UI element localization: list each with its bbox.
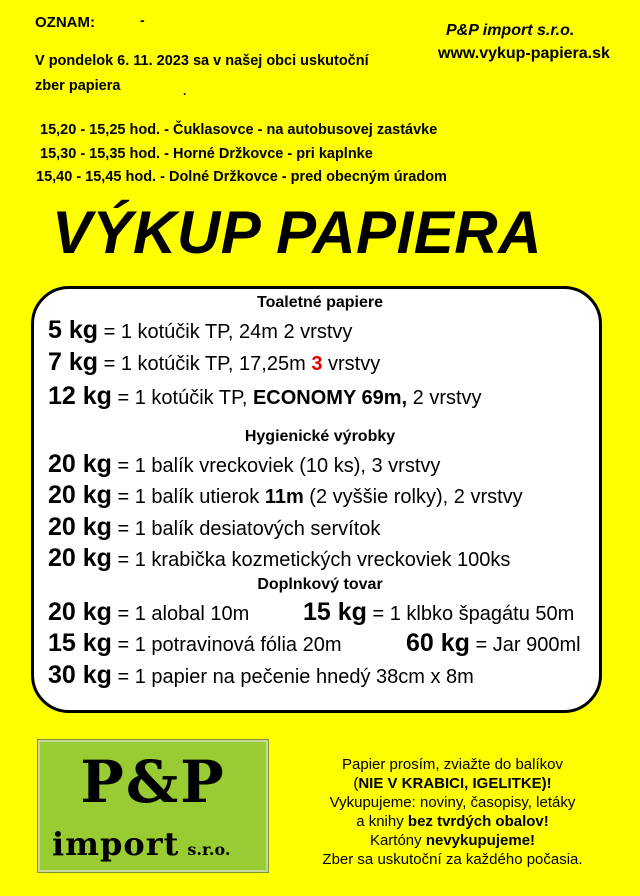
notice-line-1: V pondelok 6. 11. 2023 sa v našej obci uskutoční xyxy=(35,53,369,69)
note-line xyxy=(280,813,625,830)
reward: = 1 balík desiatových servítok xyxy=(111,518,381,540)
price-row xyxy=(303,598,574,627)
dash-mark: - xyxy=(140,12,145,28)
reward: = 1 kotúčik TP, xyxy=(111,387,253,409)
reward: = 1 balík utierok xyxy=(111,486,265,508)
weight: 12 kg xyxy=(48,382,112,410)
reward: = 1 alobal 10m xyxy=(111,603,250,625)
price-row xyxy=(48,629,342,658)
reward: = 1 kotúčik TP, 24m 2 vrstvy xyxy=(98,321,353,343)
note-text: )! xyxy=(541,775,552,792)
note-text: Kartóny xyxy=(369,832,426,849)
reward: = 1 klbko špagátu 50m xyxy=(366,603,575,625)
highlight-value: 3 xyxy=(311,353,323,375)
price-row xyxy=(48,481,523,510)
price-row xyxy=(48,348,380,377)
note-text: ! xyxy=(543,813,549,830)
weight: 20 kg xyxy=(48,513,112,541)
company-logo xyxy=(38,740,268,872)
note-line: Vykupujeme: noviny, časopisy, letáky xyxy=(329,794,576,811)
section-title-toilet: Toaletné papiere xyxy=(257,294,383,311)
note-line: Zber sa uskutoční za každého počasia. xyxy=(322,851,583,868)
reward: = 1 kotúčik TP, 17,25m xyxy=(98,353,312,375)
section-title-extra: Doplnkový tovar xyxy=(257,576,383,593)
weight: 20 kg xyxy=(48,598,112,626)
reward: (2 vyššie rolky), 2 vrstvy xyxy=(303,486,523,508)
reward: = 1 balík vreckoviek (10 ks), 3 vrstvy xyxy=(111,455,441,477)
weight: 7 kg xyxy=(48,348,99,376)
note-emphasis: bez tvrdých obalov xyxy=(407,813,544,830)
weight: 5 kg xyxy=(48,316,99,344)
schedule-item: 15,40 - 15,45 hod. - Dolné Držkovce - pred obecným úradom xyxy=(36,169,447,185)
notice-line-2: zber papiera xyxy=(35,78,121,94)
weight: 60 kg xyxy=(406,629,470,657)
price-row xyxy=(48,450,440,479)
company-name: P&P import s.r.o. xyxy=(446,22,575,39)
weight: 30 kg xyxy=(48,661,112,689)
note-text: a knihy xyxy=(356,813,408,830)
note-line xyxy=(280,832,625,849)
logo-word: import xyxy=(52,825,180,863)
note-text: ( xyxy=(353,775,359,792)
weight: 15 kg xyxy=(48,629,112,657)
reward: 2 vrstvy xyxy=(407,387,482,409)
logo-wordmark xyxy=(52,825,230,863)
reward: = 1 krabička kozmetických vreckoviek 100ks xyxy=(111,549,511,571)
reward: = 1 papier na pečenie hnedý 38cm x 8m xyxy=(111,666,474,688)
price-row xyxy=(48,598,249,627)
dot-mark: . xyxy=(183,84,187,98)
schedule-item: 15,30 - 15,35 hod. - Horné Držkovce - pri kaplnke xyxy=(40,146,373,162)
logo-suffix: s.r.o. xyxy=(187,840,231,859)
weight: 20 kg xyxy=(48,450,112,478)
note-line xyxy=(280,775,625,792)
price-row xyxy=(48,382,482,411)
price-row xyxy=(48,513,380,542)
note-text: ! xyxy=(530,832,536,849)
weight: 20 kg xyxy=(48,544,112,572)
weight: 20 kg xyxy=(48,481,112,509)
schedule-item: 15,20 - 15,25 hod. - Čuklasovce - na autobusovej zastávke xyxy=(40,122,438,138)
highlight-value: 11m xyxy=(264,486,304,508)
note-line: Papier prosím, zviažte do balíkov xyxy=(342,756,563,773)
note-emphasis: NIE V KRABICI, IGELITKE xyxy=(358,775,542,792)
reward: vrstvy xyxy=(322,353,381,375)
reward: = Jar 900ml xyxy=(469,634,581,656)
price-row xyxy=(48,544,510,573)
logo-mark: P&P xyxy=(80,748,226,816)
price-row xyxy=(48,316,352,345)
highlight-value: ECONOMY 69m, xyxy=(252,387,408,409)
oznam-label: OZNAM: xyxy=(35,14,95,31)
section-title-hygiene: Hygienické výrobky xyxy=(244,428,396,445)
price-row xyxy=(48,661,474,690)
weight: 15 kg xyxy=(303,598,367,626)
reward: = 1 potravinová fólia 20m xyxy=(111,634,342,656)
price-row xyxy=(406,629,581,658)
website-url: www.vykup-papiera.sk xyxy=(438,45,610,62)
headline: VÝKUP PAPIERA xyxy=(52,199,542,266)
note-emphasis: nevykupujeme xyxy=(425,832,531,849)
